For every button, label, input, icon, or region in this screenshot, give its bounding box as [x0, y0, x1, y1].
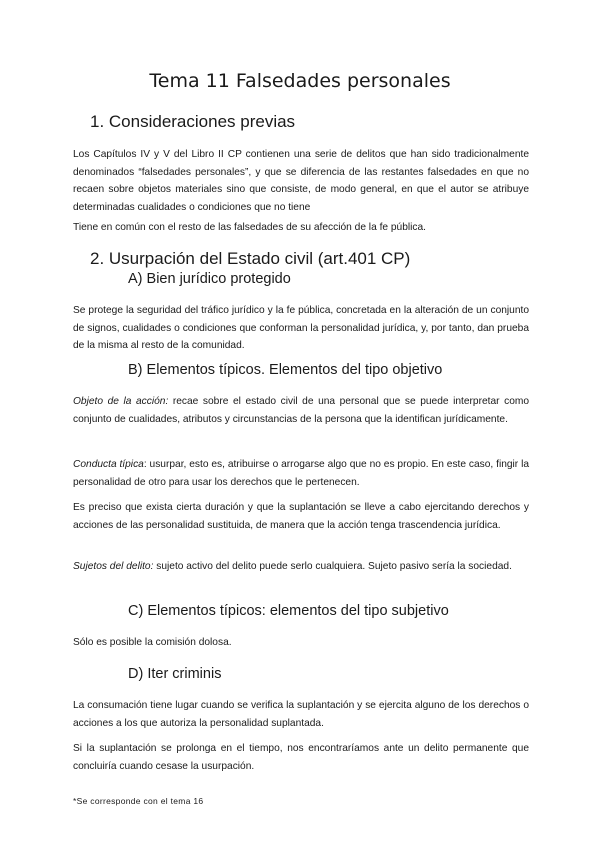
subsection-d-paragraph-2: Si la suplantación se prolonga en el tiempo, nos encontraríamos ante un delito permanente que concluiría cuando cesase la usurpación. — [73, 743, 529, 772]
objeto-accion-label-text: Objeto de la acción: — [73, 396, 169, 407]
subsection-d-heading: D) Iter criminis — [128, 666, 222, 682]
subsection-a-heading: A) Bien jurídico protegido — [128, 271, 291, 287]
conducta-tipica-text: : usurpar, esto es, atribuirse o arrogarse algo que no es propio. En este caso, fingir la personalidad de otro para usar los derechos que le pertenecen. — [73, 459, 530, 488]
subsection-a-paragraph: Se protege la seguridad del tráfico jurídico y la fe pública, concretada en la alteración de un conjunto de signos, cualidades o condiciones que conforman la personalidad jurídica, y, por tanto, dan prueba de la misma al resto de la comunidad. — [73, 305, 529, 351]
page-title: Tema 11 Falsedades personales — [149, 70, 451, 92]
footnote: *Se corresponde con el tema 16 — [73, 796, 204, 806]
subsection-b-paragraph-3: Es preciso que exista cierta duración y que la suplantación se lleve a cabo ejercitando derechos y acciones de las personalidad sustituida, de manera que la acción tenga trascendencia jurídica. — [73, 502, 529, 531]
subsection-c-paragraph: Sólo es posible la comisión dolosa. — [73, 637, 232, 648]
section-1-paragraph-1: Los Capítulos IV y V del Libro II CP contienen una serie de delitos que han sido tradicionalmente denominados “falsedades personales”, y que se diferencia de las restantes falsedades en que no recaen sobre objetos materiales sino que consiste, de modo general, en que el autor se atribuye determinadas cualidades o condiciones que no tiene — [73, 149, 529, 213]
subsection-d-paragraph-1: La consumación tiene lugar cuando se verifica la suplantación y se ejercita alguno de los derechos o acciones a los que autoriza la personalidad suplantada. — [73, 700, 529, 729]
conducta-tipica-label: Conducta típica — [73, 459, 144, 470]
subsection-c-heading: C) Elementos típicos: elementos del tipo subjetivo — [128, 603, 449, 619]
sujetos-delito-label: Sujetos del delito: — [73, 561, 154, 572]
subsection-b-paragraph-4 — [73, 558, 529, 576]
subsection-b-paragraph-2 — [73, 456, 529, 491]
objeto-accion-text: recae sobre el estado civil de una personal que se puede interpretar como conjunto de cualidades, atributos y circunstancias de la persona que la identifican jurídicamente. — [73, 396, 530, 425]
section-1-paragraph-2: Tiene en común con el resto de las falsedades de su afección de la fe pública. — [73, 222, 427, 233]
sujetos-delito-text: sujeto activo del delito puede serlo cualquiera. Sujeto pasivo sería la sociedad. — [153, 561, 512, 572]
section-2-heading: 2. Usurpación del Estado civil (art.401 CP) — [90, 249, 411, 268]
section-1-heading: 1. Consideraciones previas — [90, 112, 296, 131]
subsection-b-heading: B) Elementos típicos. Elementos del tipo objetivo — [128, 362, 443, 378]
subsection-b-paragraph-1 — [73, 393, 529, 428]
